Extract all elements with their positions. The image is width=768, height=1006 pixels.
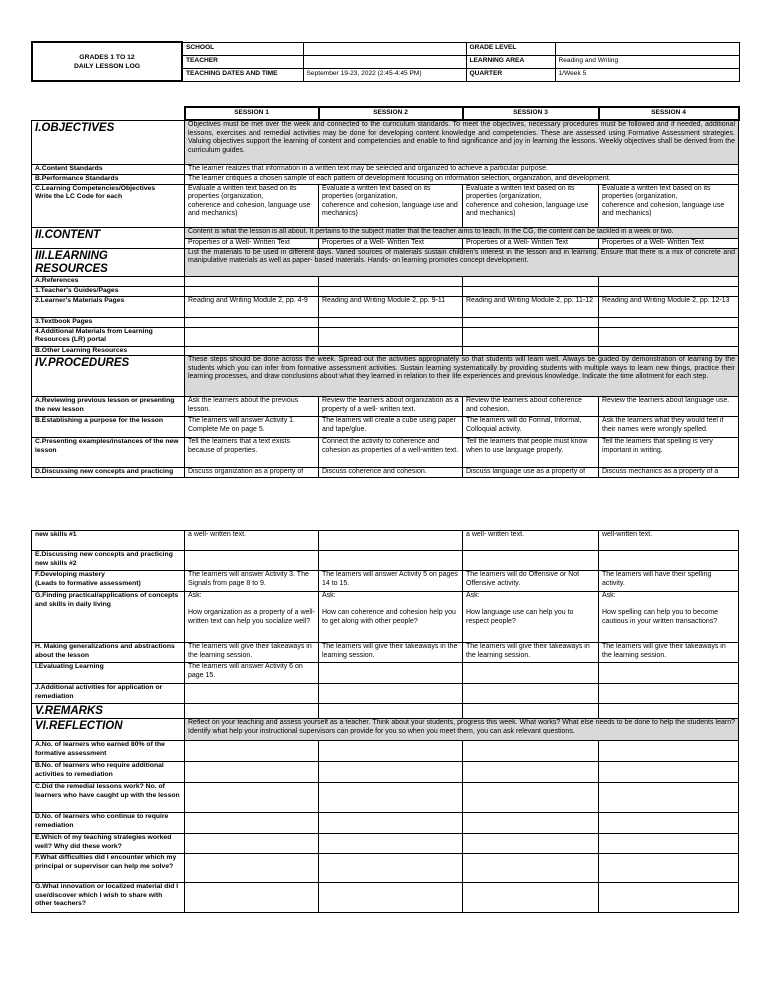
references-cell[interactable] <box>599 276 739 286</box>
procedure-c-cell[interactable]: Connect the activity to coherence and cohesion as properties of a well-written text. <box>319 438 463 468</box>
textbook-cell[interactable] <box>185 317 319 327</box>
objectives-note: Objectives must be met over the week and connected to the curriculum standards. To meet the objectives, necessary procedures must be followed and if needed, additional lessons, exercises and remedial activities may be done for developing content knowledge and competencies. These are assessed using Formative Assessment strategies. Valuing objectives support the learning of content and competencies and enable to find significance and joy in learning the lessons. Weekly objectives shall be derived from the curriculum guides. <box>185 120 739 164</box>
reflection-cell[interactable] <box>463 762 599 783</box>
procedure-a-cell[interactable]: Review the learners about coherence and cohesion. <box>463 397 599 417</box>
grade-label: GRADE LEVEL <box>466 42 555 55</box>
reflection-cell[interactable] <box>599 762 739 783</box>
procedure-d-label: D.Discussing new concepts and practicing <box>32 468 185 478</box>
competencies-label: C.Learning Competencies/Objectives Write the LC Code for each <box>32 184 185 227</box>
procedure-d-cell[interactable]: Discuss organization as a property of <box>185 468 319 478</box>
reflection-item-label: C.Did the remedial lessons work? No. of learners who have caught up with the lesson <box>32 783 185 813</box>
reflection-item-label: F.What difficulties did I encounter which my principal or supervisor can help me solve? <box>32 854 185 883</box>
guides-label: 1.Teacher's Guides/Pages <box>32 286 185 296</box>
procedure-c-cell[interactable]: Tell the learners that spelling is very important in writing. <box>599 438 739 468</box>
reflection-cell[interactable] <box>599 834 739 854</box>
procedure-g-cell[interactable]: Ask: How spelling can help you to become cautious in your written transactions? <box>599 592 739 643</box>
lesson-log-table-page2 <box>31 530 739 913</box>
reflection-cell[interactable] <box>599 854 739 883</box>
dll-title: GRADES 1 TO 12 DAILY LESSON LOG <box>32 42 182 81</box>
reflection-item-label: A.No. of learners who earned 80% of the formative assessment <box>32 741 185 762</box>
procedure-d-cell[interactable]: Discuss language use as a property of <box>463 468 599 478</box>
procedure-d-cell[interactable]: Discuss coherence and cohesion. <box>319 468 463 478</box>
procedure-e-cell[interactable] <box>463 551 599 571</box>
grade-field[interactable] <box>555 42 739 55</box>
references-cell[interactable] <box>319 276 463 286</box>
session-3-header: SESSION 3 <box>463 107 599 120</box>
reflection-cell[interactable] <box>463 783 599 813</box>
materials-cell[interactable]: Reading and Writing Module 2, pp. 12-13 <box>599 296 739 317</box>
procedure-b-label: B.Establishing a purpose for the lesson <box>32 417 185 438</box>
reflection-cell[interactable] <box>319 741 463 762</box>
references-cell[interactable] <box>185 276 319 286</box>
procedure-g-cell[interactable]: Ask: How can coherence and cohesion help you to get along with other people? <box>319 592 463 643</box>
procedure-b-cell[interactable]: Ask the learners what they would feel if their names were wrongly spelled. <box>599 417 739 438</box>
content-topic-cell[interactable]: Properties of a Well- Written Text <box>185 238 319 248</box>
remarks-cell[interactable] <box>319 704 463 719</box>
competency-cell[interactable]: Evaluate a written text based on its properties (organization, coherence and cohesion, language use and mechanics) <box>185 184 319 227</box>
procedure-c-cell[interactable]: Tell the learners that a text exists because of properties. <box>185 438 319 468</box>
procedure-i-label: I.Evaluating Learning <box>32 663 185 684</box>
reflection-cell[interactable] <box>319 883 463 913</box>
procedure-d-continued-cell[interactable] <box>319 531 463 551</box>
procedure-i-cell[interactable] <box>463 663 599 684</box>
procedure-d-continued-label: new skills #1 <box>32 531 185 551</box>
procedures-note: These steps should be done across the week. Spread out the activities appropriately so that students will learn well. Always be guided by demonstration of learning by the students which you can infer from formative assessment activities. Sustain learning systematically by providing students with multiple ways to learn new things, practice their learning processes, and draw conclusions about what they learned in relation to their life experiences and previous knowledge. Indicate the time allotment for each step. <box>185 356 739 397</box>
reflection-note: Reflect on your teaching and assess yourself as a teacher. Think about your students, progress this week. What works? What else needs to be done to help the students learn? Identify what help your instructional supervisors can provide for you so when you meet them, you can ask relevant questions. <box>185 719 739 741</box>
procedure-g-cell[interactable]: Ask: How language use can help you to respect people? <box>463 592 599 643</box>
reflection-cell[interactable] <box>185 854 319 883</box>
competency-cell[interactable]: Evaluate a written text based on its properties (organization, coherence and cohesion, language use and mechanics) <box>463 184 599 227</box>
dates-label: TEACHING DATES AND TIME <box>182 68 303 81</box>
resources-note: List the materials to be used in different days. Varied sources of materials sustain children's interest in the lesson and in learning. Ensure that there is a mix of concrete and manipulative materials as well as paper- based materials. Hands- on learning promotes concept development. <box>185 248 739 276</box>
procedure-c-label: C.Presenting examples/instances of the new lesson <box>32 438 185 468</box>
procedure-i-cell[interactable] <box>599 663 739 684</box>
procedure-d-continued-cell[interactable]: a well- written text. <box>463 531 599 551</box>
procedure-d-continued-cell[interactable]: well-written text. <box>599 531 739 551</box>
content-topic-cell[interactable]: Properties of a Well- Written Text <box>599 238 739 248</box>
procedure-j-cell[interactable] <box>185 684 319 704</box>
reflection-cell[interactable] <box>599 741 739 762</box>
reflection-cell[interactable] <box>599 783 739 813</box>
reflection-cell[interactable] <box>185 813 319 834</box>
procedure-e-label: E.Discussing new concepts and practicing new skills #2 <box>32 551 185 571</box>
procedure-a-cell[interactable]: Review the learners about language use. <box>599 397 739 417</box>
procedure-h-cell[interactable]: The learners will give their takeaways in the learning session. <box>463 643 599 663</box>
procedure-b-cell[interactable]: The learners will do Formal, Informal, Colloquial activity. <box>463 417 599 438</box>
reflection-cell[interactable] <box>599 813 739 834</box>
reflection-cell[interactable] <box>185 762 319 783</box>
textbook-cell[interactable] <box>319 317 463 327</box>
other-resources-cell[interactable] <box>463 346 599 356</box>
guides-cell[interactable] <box>185 286 319 296</box>
area-field[interactable]: Reading and Writing <box>555 55 739 68</box>
quarter-label: QUARTER <box>466 68 555 81</box>
objectives-heading: I.OBJECTIVES <box>32 120 185 164</box>
additional-cell[interactable] <box>463 327 599 346</box>
procedure-d-continued-cell[interactable]: a well- written text. <box>185 531 319 551</box>
procedure-h-cell[interactable]: The learners will give their takeaways in the learning session. <box>599 643 739 663</box>
content-heading: II.CONTENT <box>32 227 185 248</box>
reflection-cell[interactable] <box>185 741 319 762</box>
remarks-cell[interactable] <box>599 704 739 719</box>
reflection-cell[interactable] <box>463 741 599 762</box>
procedure-h-cell[interactable]: The learners will give their takeaways in the learning session. <box>319 643 463 663</box>
competency-cell[interactable]: Evaluate a written text based on its properties (organization, coherence and cohesion, language use and mechanics) <box>319 184 463 227</box>
procedure-f-cell[interactable]: The learners will answer Activity 3. The Signals from page 8 to 9. <box>185 571 319 592</box>
remarks-cell[interactable] <box>185 704 319 719</box>
procedure-f-cell[interactable]: The learners will do Offensive or Not Offensive activity. <box>463 571 599 592</box>
school-field[interactable] <box>303 42 466 55</box>
reflection-cell[interactable] <box>319 762 463 783</box>
procedure-e-cell[interactable] <box>319 551 463 571</box>
procedure-i-cell[interactable]: The learners will answer Activity 6 on page 15. <box>185 663 319 684</box>
dates-field[interactable]: September 19-23, 2022 (2:45-4:45 PM) <box>303 68 466 81</box>
procedure-f-cell[interactable]: The learners will answer Activity 5 on pages 14 to 15. <box>319 571 463 592</box>
session-1-header: SESSION 1 <box>185 107 319 120</box>
other-resources-cell[interactable] <box>599 346 739 356</box>
content-standards-text[interactable]: The learner realizes that information in a written text may be selected and organized to achieve a particular purpose. <box>185 164 739 174</box>
materials-label: 2.Learner's Materials Pages <box>32 296 185 317</box>
reflection-item-label: B.No. of learners who require additional activities to remediation <box>32 762 185 783</box>
reflection-cell[interactable] <box>319 813 463 834</box>
reflection-item-label: E.Which of my teaching strategies worked well? Why did these work? <box>32 834 185 854</box>
materials-cell[interactable]: Reading and Writing Module 2, pp. 11-12 <box>463 296 599 317</box>
other-resources-cell[interactable] <box>319 346 463 356</box>
reflection-cell[interactable] <box>463 854 599 883</box>
procedure-b-cell[interactable]: The learners will answer Activity 1. Complete Me on page 5. <box>185 417 319 438</box>
procedure-e-cell[interactable] <box>599 551 739 571</box>
materials-cell[interactable]: Reading and Writing Module 2, pp. 4-9 <box>185 296 319 317</box>
remarks-cell[interactable] <box>463 704 599 719</box>
procedure-j-label: J.Additional activities for application or remediation <box>32 684 185 704</box>
procedure-i-cell[interactable] <box>319 663 463 684</box>
content-standards-label: A.Content Standards <box>32 164 185 174</box>
reflection-cell[interactable] <box>463 834 599 854</box>
references-label: A.References <box>32 276 185 286</box>
procedure-a-cell[interactable]: Ask the learners about the previous lesson. <box>185 397 319 417</box>
procedure-j-cell[interactable] <box>319 684 463 704</box>
school-label: SCHOOL <box>182 42 303 55</box>
references-cell[interactable] <box>463 276 599 286</box>
procedure-a-label: A.Reviewing previous lesson or presenting the new lesson <box>32 397 185 417</box>
performance-standards-label: B.Performance Standards <box>32 174 185 184</box>
resources-heading: III.LEARNING RESOURCES <box>32 248 185 276</box>
materials-cell[interactable]: Reading and Writing Module 2, pp. 9-11 <box>319 296 463 317</box>
other-resources-cell[interactable] <box>185 346 319 356</box>
procedure-g-label: G.Finding practical/applications of concepts and skills in daily living <box>32 592 185 643</box>
reflection-cell[interactable] <box>319 783 463 813</box>
procedure-f-label: F.Developing mastery (Leads to formative assessment) <box>32 571 185 592</box>
procedure-b-cell[interactable]: The learners will create a cube using paper and tape/glue. <box>319 417 463 438</box>
remarks-heading: V.REMARKS <box>32 704 185 719</box>
procedure-j-cell[interactable] <box>463 684 599 704</box>
procedure-g-cell[interactable]: Ask: How organization as a property of a well- written text can help you socialize well? <box>185 592 319 643</box>
other-resources-label: B.Other Learning Resources <box>32 346 185 356</box>
content-note: Content is what the lesson is all about. It pertains to the subject matter that the teacher aims to teach. In the CG, the content can be tackled in a week or two. <box>185 227 739 238</box>
reflection-cell[interactable] <box>185 883 319 913</box>
textbook-cell[interactable] <box>599 317 739 327</box>
teacher-field[interactable] <box>303 55 466 68</box>
reflection-cell[interactable] <box>599 883 739 913</box>
content-topic-cell[interactable]: Properties of a Well- Written Text <box>463 238 599 248</box>
procedure-f-cell[interactable]: The learners will have their spelling activity. <box>599 571 739 592</box>
procedure-c-cell[interactable]: Tell the learners that people must know when to use language properly. <box>463 438 599 468</box>
additional-materials-label: 4.Additional Materials from Learning Resources (LR) portal <box>32 327 185 346</box>
procedure-e-cell[interactable] <box>185 551 319 571</box>
quarter-field[interactable]: 1/Week 5 <box>555 68 739 81</box>
reflection-item-label: D.No. of learners who continue to require remediation <box>32 813 185 834</box>
reflection-item-label: G.What innovation or localized material did I use/discover which I wish to share with other teachers? <box>32 883 185 913</box>
reflection-cell[interactable] <box>185 783 319 813</box>
guides-cell[interactable] <box>319 286 463 296</box>
reflection-cell[interactable] <box>185 834 319 854</box>
reflection-cell[interactable] <box>319 834 463 854</box>
header-table <box>31 41 740 82</box>
textbook-cell[interactable] <box>463 317 599 327</box>
reflection-cell[interactable] <box>319 854 463 883</box>
procedure-h-label: H. Making generalizations and abstractions about the lesson <box>32 643 185 663</box>
textbook-label: 3.Textbook Pages <box>32 317 185 327</box>
procedures-heading: IV.PROCEDURES <box>32 356 185 397</box>
additional-cell[interactable] <box>319 327 463 346</box>
guides-cell[interactable] <box>463 286 599 296</box>
procedure-d-cell[interactable]: Discuss mechanics as a property of a <box>599 468 739 478</box>
corner-cell <box>32 107 185 120</box>
additional-cell[interactable] <box>185 327 319 346</box>
procedure-j-cell[interactable] <box>599 684 739 704</box>
reflection-cell[interactable] <box>463 883 599 913</box>
area-label: LEARNING AREA <box>466 55 555 68</box>
guides-cell[interactable] <box>599 286 739 296</box>
session-2-header: SESSION 2 <box>319 107 463 120</box>
content-topic-cell[interactable]: Properties of a Well- Written Text <box>319 238 463 248</box>
procedure-h-cell[interactable]: The learners will give their takeaways in the learning session. <box>185 643 319 663</box>
additional-cell[interactable] <box>599 327 739 346</box>
procedure-a-cell[interactable]: Review the learners about organization as a property of a well- written text. <box>319 397 463 417</box>
teacher-label: TEACHER <box>182 55 303 68</box>
performance-standards-text[interactable]: The learner critiques a chosen sample of each pattern of development focusing on information selection, organization, and development. <box>185 174 739 184</box>
reflection-heading: VI.REFLECTION <box>32 719 185 741</box>
reflection-cell[interactable] <box>463 813 599 834</box>
lesson-log-table-page1 <box>31 106 740 478</box>
competency-cell[interactable]: Evaluate a written text based on its properties (organization, coherence and cohesion, language use and mechanics) <box>599 184 739 227</box>
session-4-header: SESSION 4 <box>599 107 739 120</box>
